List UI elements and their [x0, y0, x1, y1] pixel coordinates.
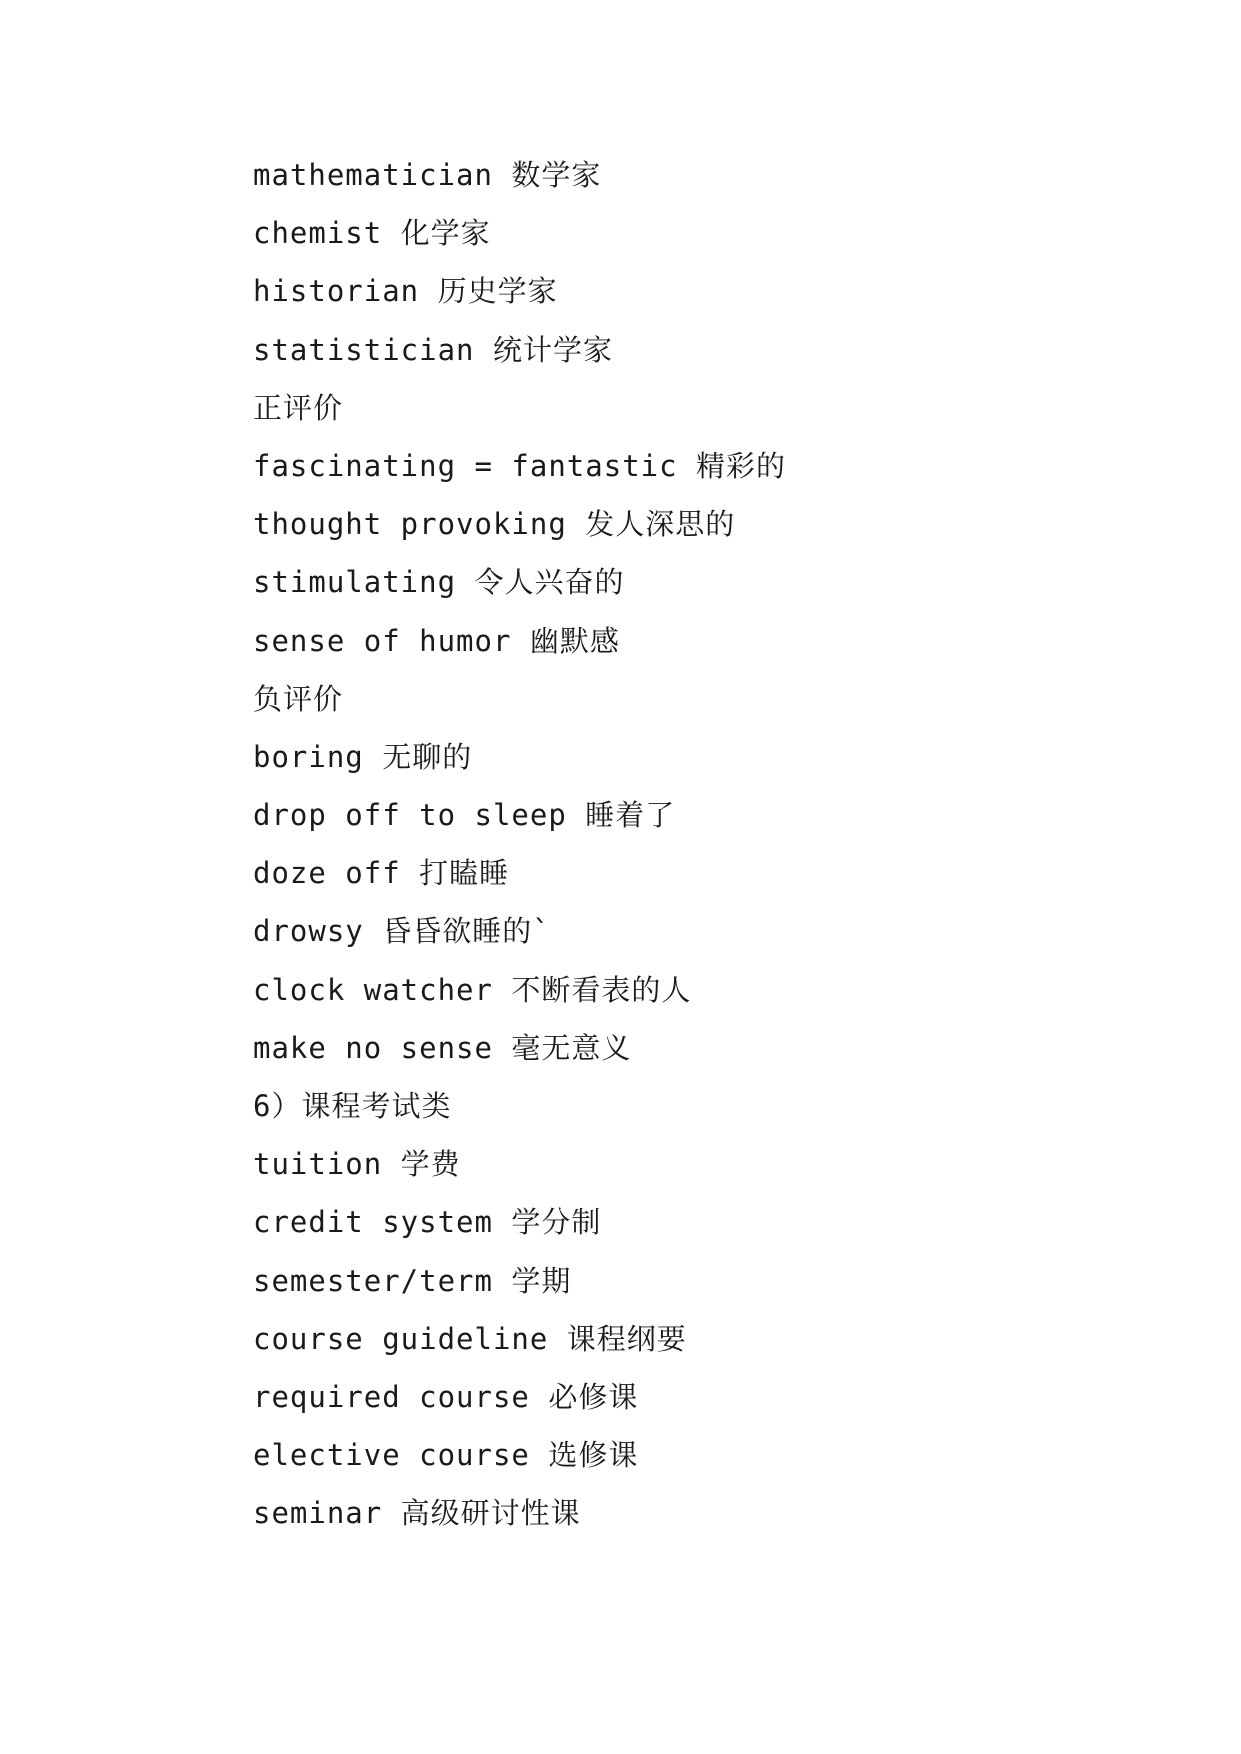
vocab-line: semester/term 学期	[253, 1263, 572, 1298]
vocab-line: make no sense 毫无意义	[253, 1030, 632, 1065]
vocab-line: mathematician 数学家	[253, 158, 602, 192]
vocab-line: clock watcher 不断看表的人	[253, 972, 692, 1007]
vocab-line: chemist 化学家	[253, 216, 491, 251]
vocab-line: thought provoking 发人深思的	[253, 507, 736, 542]
vocab-line: course guideline 课程纲要	[253, 1321, 687, 1356]
vocab-line: credit system 学分制	[253, 1205, 602, 1240]
vocab-line: doze off 打瞌睡	[253, 856, 510, 891]
vocab-line: stimulating 令人兴奋的	[253, 565, 625, 600]
vocab-line: drowsy 昏昏欲睡的`	[253, 914, 551, 949]
section-heading: 6）课程考试类	[253, 1089, 452, 1123]
section-heading: 负评价	[253, 681, 344, 716]
vocab-line: drop off to sleep 睡着了	[253, 798, 676, 833]
vocabulary-list	[253, 160, 786, 1557]
vocab-line: required course 必修课	[253, 1379, 639, 1414]
vocab-line: elective course 选修课	[253, 1438, 639, 1473]
vocab-line: sense of humor 幽默感	[253, 623, 620, 658]
vocab-line: statistician 统计学家	[253, 332, 613, 367]
vocab-line: fascinating = fantastic 精彩的	[253, 448, 787, 483]
section-heading: 正评价	[253, 390, 344, 425]
vocab-line: boring 无聊的	[253, 739, 473, 774]
vocab-line: historian 历史学家	[253, 274, 558, 309]
vocab-line: seminar 高级研讨性课	[253, 1496, 581, 1531]
vocab-line: tuition 学费	[253, 1147, 461, 1182]
